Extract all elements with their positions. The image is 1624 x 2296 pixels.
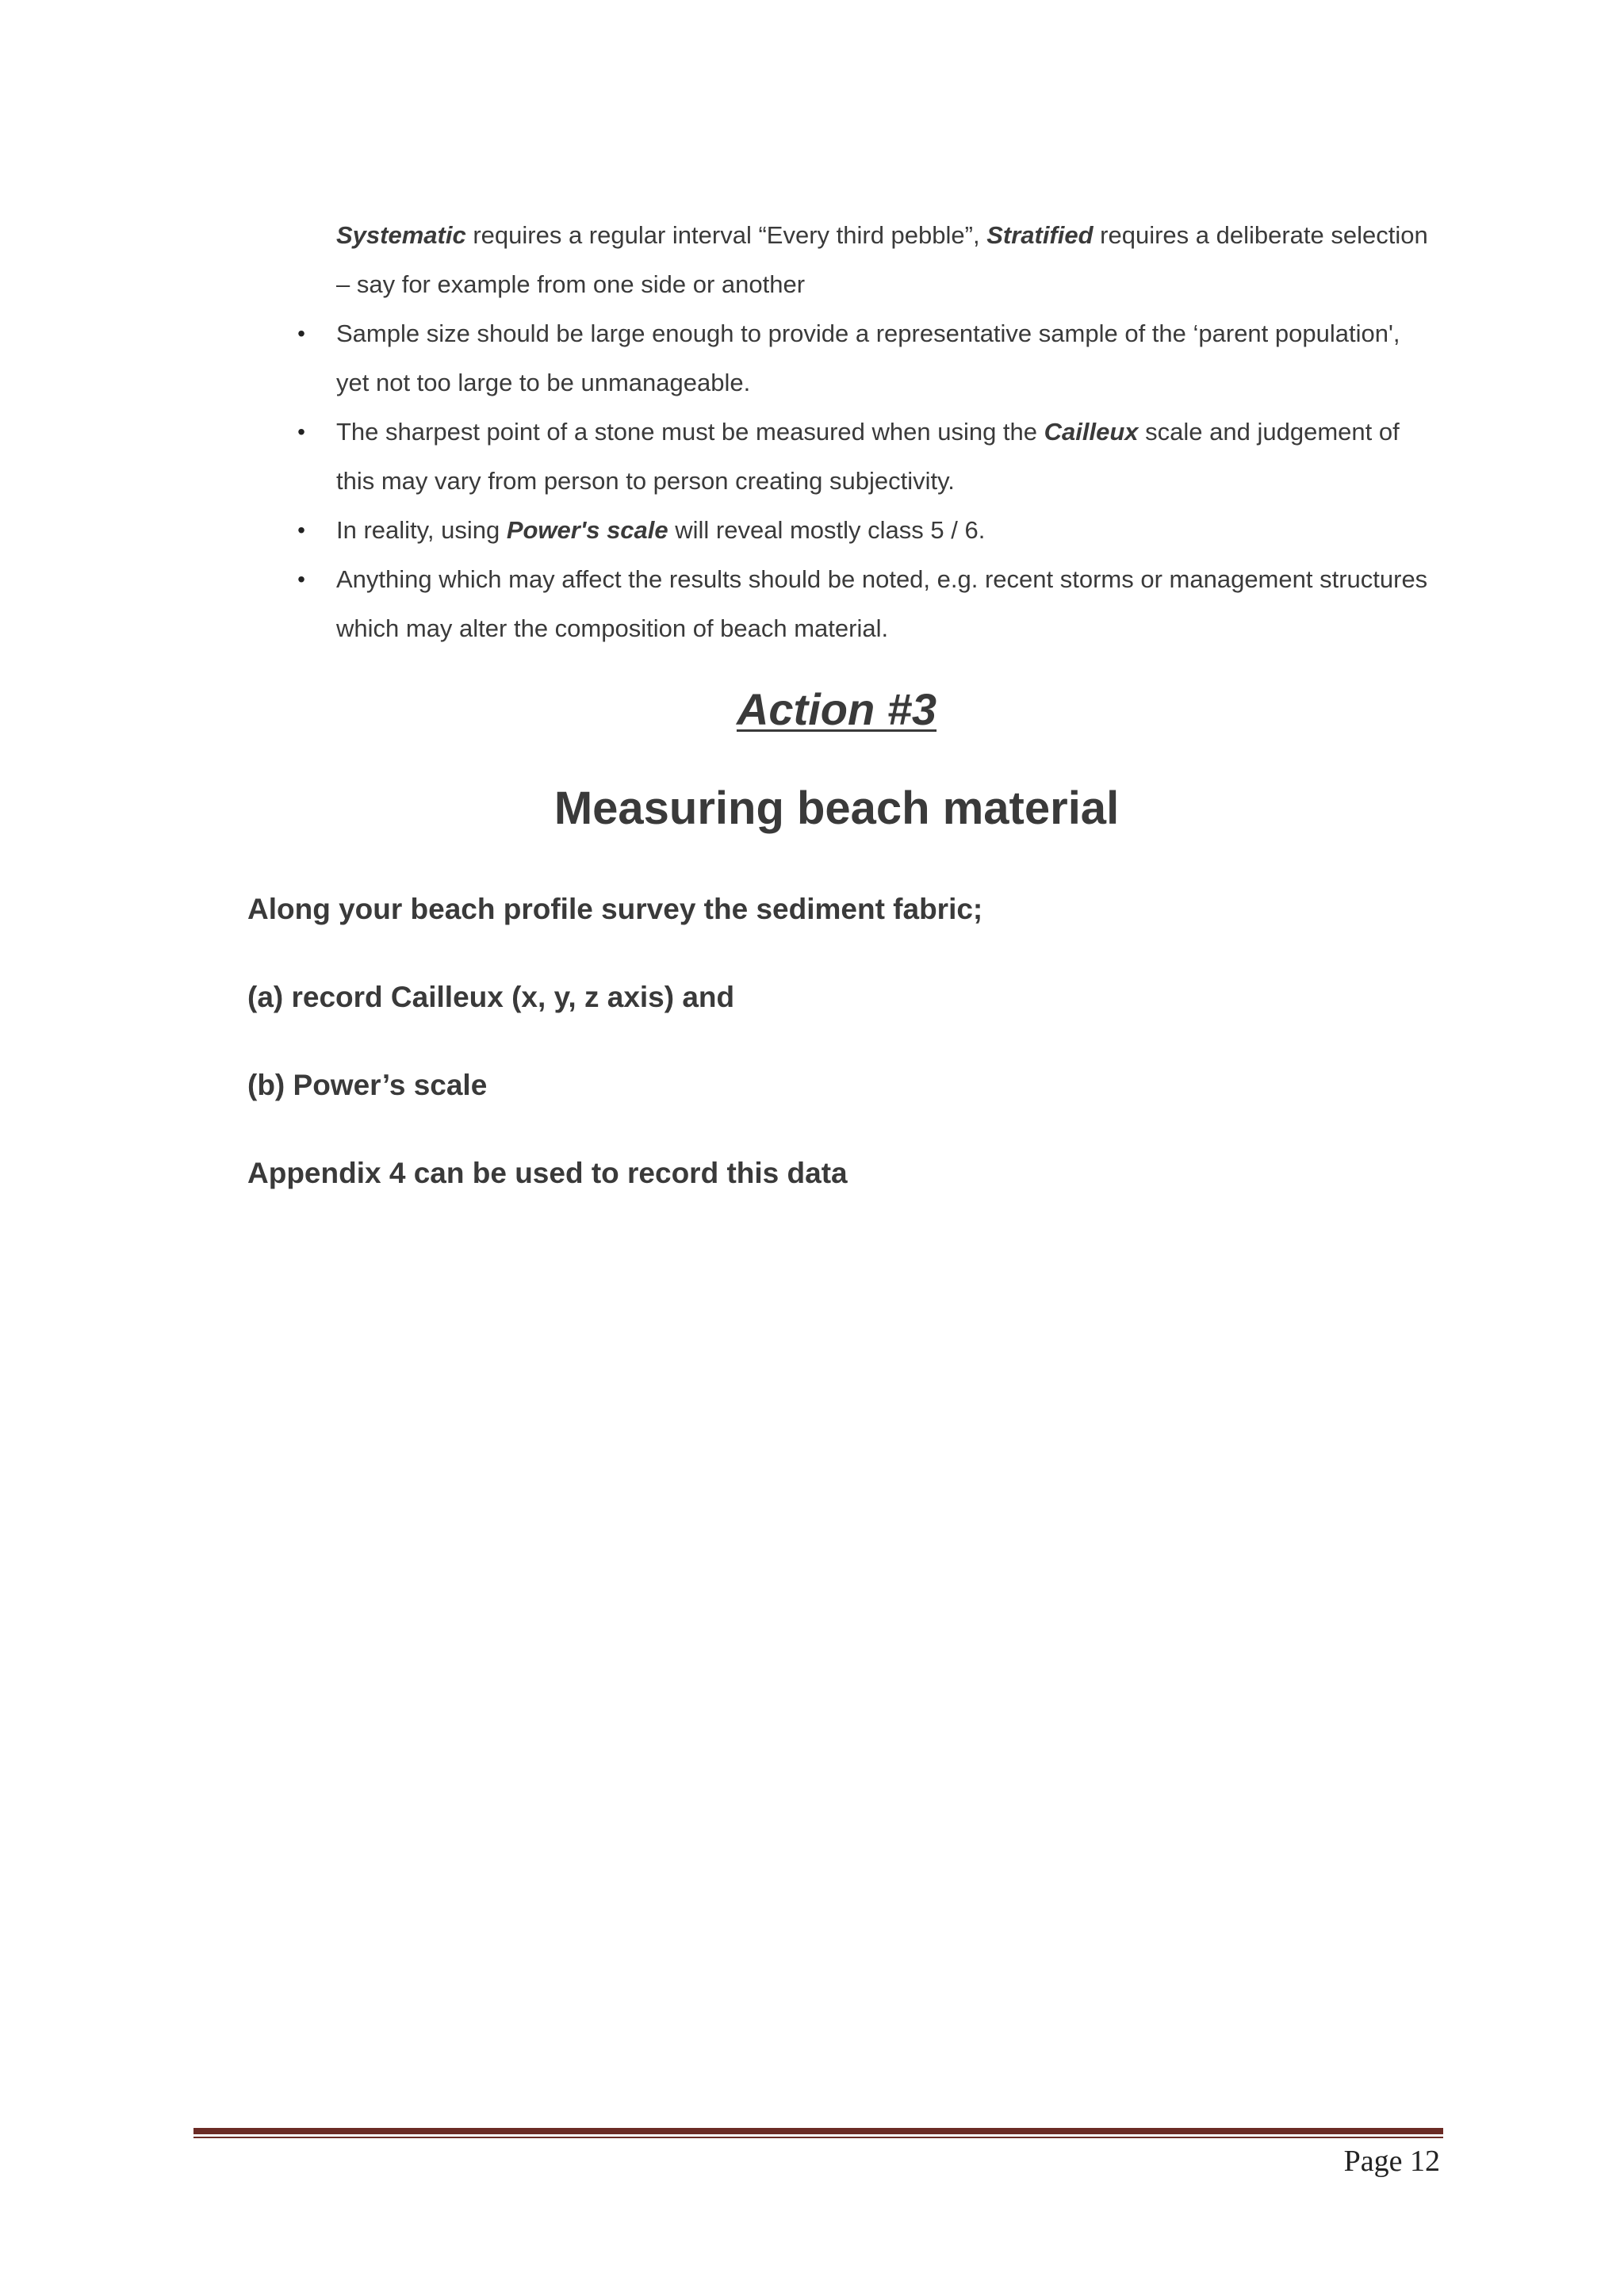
section-title: Measuring beach material: [553, 783, 1120, 834]
term-stratified: Stratified: [986, 221, 1094, 249]
term-powers-scale: Power's scale: [506, 516, 668, 544]
bullet-item-powers-scale: [297, 506, 1431, 555]
bullet-icon: •: [297, 321, 305, 346]
term-cailleux: Cailleux: [1044, 418, 1139, 446]
instruction-powers-scale: (b) Power’s scale: [247, 1069, 488, 1101]
page-number: Page 12: [1343, 2145, 1440, 2178]
footer-divider: [193, 2128, 1443, 2139]
instructions-block: [247, 888, 1437, 1240]
instruction-cailleux: (a) record Cailleux (x, y, z axis) and: [247, 981, 735, 1013]
bullet-item-cailleux: [297, 408, 1431, 506]
instruction-appendix: Appendix 4 can be used to record this data: [247, 1157, 848, 1189]
continuation-text-1: requires a regular interval “Every third pebble”,: [465, 221, 987, 249]
instruction-intro: Along your beach profile survey the sediment fabric;: [247, 893, 983, 925]
bullet-text-post: scale and judgement of this may vary from person to person creating subjectivity.: [336, 418, 1400, 495]
bullet-text: Sample size should be large enough to provide a representative sample of the ‘parent population', yet not too large to be unmanageable.: [336, 320, 1400, 396]
term-systematic: Systematic: [336, 221, 466, 249]
bullet-item-affecting-factors: [297, 555, 1431, 653]
bullet-text-pre: The sharpest point of a stone must be measured when using the: [336, 418, 1044, 446]
bullet-text: Anything which may affect the results should be noted, e.g. recent storms or management structures which may alter the composition of beach material.: [336, 565, 1428, 642]
bullet-icon: •: [297, 419, 305, 444]
action-heading: Action #3: [736, 684, 937, 734]
bullet-text-post: will reveal mostly class 5 / 6.: [668, 516, 986, 544]
bullet-item-sample-size: [297, 309, 1431, 408]
sampling-method-paragraph: [336, 211, 1431, 309]
guidance-bullet-list: [297, 309, 1431, 653]
bullet-icon: •: [297, 518, 305, 542]
continuation-text-2: requires a deliberate selection – say for example from one side or another: [336, 221, 1428, 298]
bullet-text-pre: In reality, using: [336, 516, 507, 544]
bullet-icon: •: [297, 567, 305, 591]
